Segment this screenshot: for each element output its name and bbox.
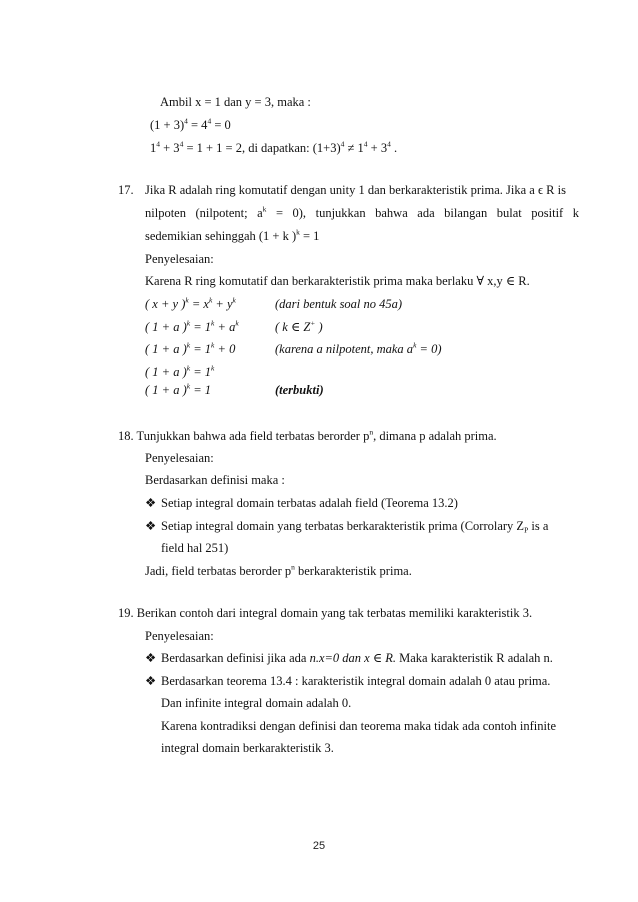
equation-row-3-note: (karena a nilpotent, maka $a^k = 0$) — [275, 340, 442, 356]
equation-row-5: ( 1 + a )$^k$ = 1 (terbukti) — [145, 381, 324, 397]
equation-row-2: ( 1 + a )$^k = 1^k + a^k$ ( k ∈ Z+ ) — [145, 318, 323, 334]
problem-18-question: 18. Tunjukkan bahwa ada field terbatas berorder $p^n$, dimana p adalah prima. — [118, 427, 497, 443]
problem-19-bullet-2-line-2: Dan infinite integral domain adalah 0. — [161, 696, 352, 710]
page-number: 25 — [312, 840, 326, 852]
problem-19-question: 19. Berikan contoh dari integral domain yang tak terbatas memiliki karakteristik 3. — [118, 606, 533, 620]
problem-17-solution-label: Penyelesaian: — [145, 252, 214, 266]
diamond-bullet-icon: ❖ — [145, 651, 157, 665]
equation-row-4: ( 1 + a )$^k = 1^k$ — [145, 363, 215, 379]
problem-17-question-line-1: Jika R adalah ring komutatif dengan unity 1 dan berkarakteristik prima. Jika a ϵ R is — [145, 183, 566, 197]
problem-18-bullet-1: ❖ Setiap integral domain terbatas adalah field (Teorema 13.2) — [145, 496, 458, 510]
equation-row-1-note: (dari bentuk soal no 45a) — [275, 297, 403, 311]
problem-19-solution-label: Penyelesaian: — [145, 629, 214, 643]
equation-row-1: ( x + y )$^k = x^k + y^k$ (dari bentuk soal no 45a) — [145, 295, 403, 311]
equation-row-2-note: ( k ∈ Z+ ) — [275, 318, 323, 334]
problem-17-number: 17. — [118, 183, 134, 197]
diamond-bullet-icon: ❖ — [145, 674, 157, 688]
intro-line-1: Ambil x = 1 dan y = 3, maka : — [160, 95, 311, 109]
diamond-bullet-icon: ❖ — [145, 519, 157, 533]
problem-18-bullet-2-cont: field hal 251) — [161, 541, 229, 555]
problem-19-bullet-2: ❖ Berdasarkan teorema 13.4 : karakteristik integral domain adalah 0 atau prima. — [145, 674, 551, 688]
problem-18-statement: Berdasarkan definisi maka : — [145, 473, 285, 487]
problem-19-bullet-1: ❖ Berdasarkan definisi jika ada n.x=0 dan x ∈ R. Maka karakteristik R adalah n. — [145, 651, 553, 665]
diamond-bullet-icon: ❖ — [145, 496, 157, 510]
problem-19-bullet-2-line-4: integral domain berkarakteristik 3. — [161, 741, 334, 755]
problem-18-bullet-2: ❖ Setiap integral domain yang terbatas berkarakteristik prima (Corrolary $Z_P$ is a — [145, 519, 549, 535]
equation-row-3: ( 1 + a )$^k = 1^k + 0$ (karena a nilpotent, maka $a^k = 0$) — [145, 340, 442, 356]
terbukti-label: (terbukti) — [275, 383, 324, 397]
problem-17-question-line-3: sedemikian sehinggah (1 + k )$^k$ = 1 — [145, 227, 320, 243]
problem-17-question-line-2: nilpoten (nilpotent; $a^k = 0$), tunjukkan bahwa ada bilangan bulat positif k — [145, 204, 579, 220]
problem-17-statement: Karena R ring komutatif dan berkarakteristik prima maka berlaku ∀ x,y ∈ R. — [145, 274, 530, 288]
problem-19-bullet-2-line-3: Karena kontradiksi dengan definisi dan teorema maka tidak ada contoh infinite — [161, 719, 557, 733]
intro-line-2: $(1 + 3)^4 = 4^4 = 0$ — [150, 116, 231, 132]
problem-18-conclusion: Jadi, field terbatas berorder $p^n$ berkarakteristik prima. — [145, 562, 412, 578]
intro-line-3: $1^4 + 3^4 = 1 + 1 = 2$, di dapatkan: $(1+3)^4 \ne 1^4 + 3^4$ . — [150, 139, 398, 155]
problem-18-solution-label: Penyelesaian: — [145, 451, 214, 465]
